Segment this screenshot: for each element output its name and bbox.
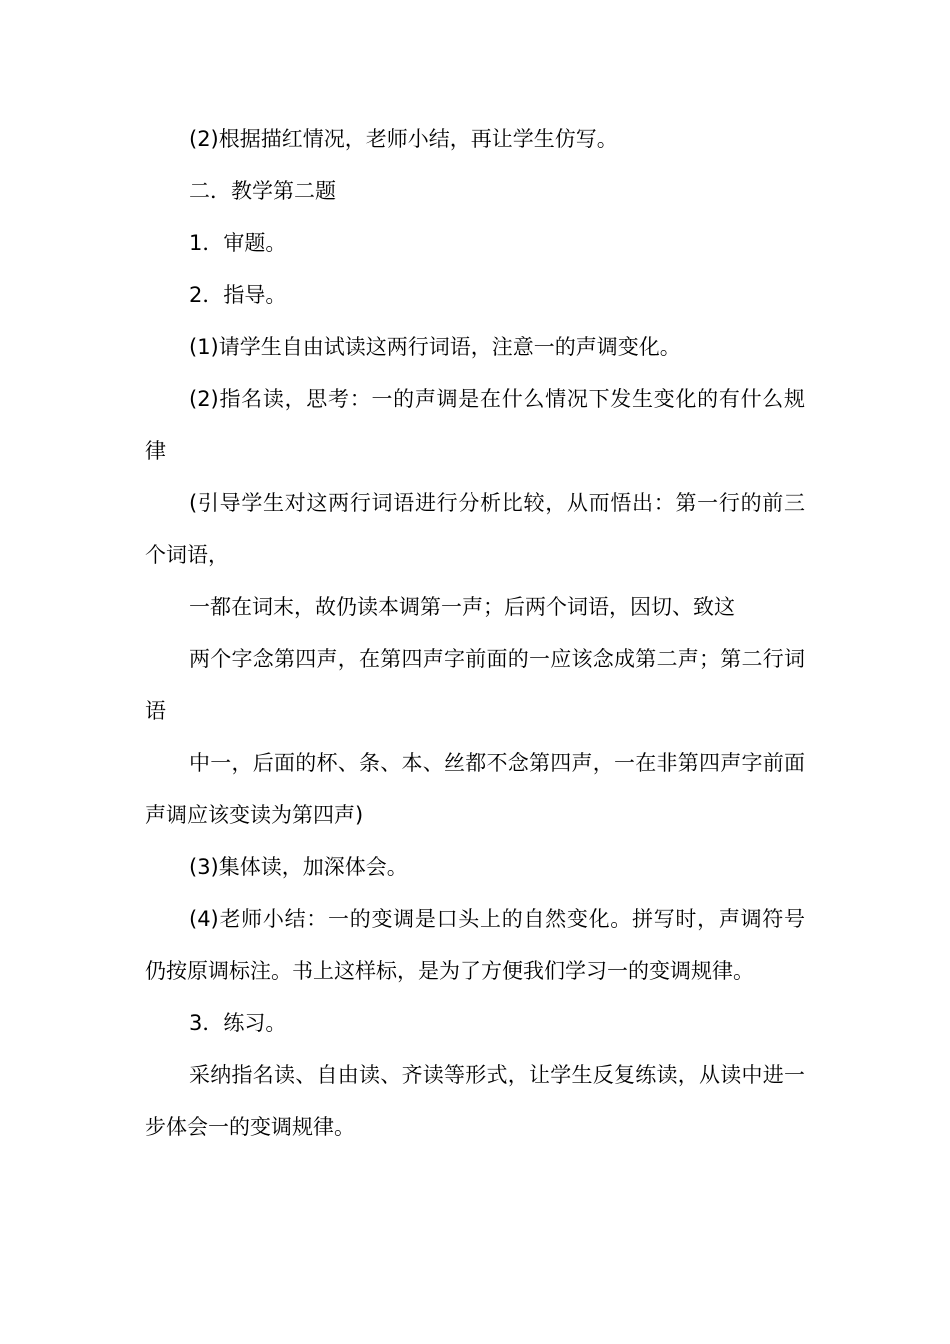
paragraph-14: 采纳指名读、自由读、齐读等形式，让学生反复练读，从读中进一步体会一的变调规律。 <box>145 1063 805 1139</box>
section-heading-2: 二．教学第二题 <box>189 179 336 203</box>
paragraph-7: (引导学生对这两行词语进行分析比较，从而悟出：第一行的前三个词语， <box>145 491 805 567</box>
paragraph-5: (1)请学生自由试读这两行词语，注意一的声调变化。 <box>189 335 681 359</box>
step-2-guide: 2．指导。 <box>189 283 287 307</box>
document-body <box>145 113 805 1153</box>
step-1-review: 1．审题。 <box>189 231 287 255</box>
paragraph-11: (3)集体读，加深体会。 <box>189 855 408 879</box>
paragraph-8: 一都在词末，故仍读本调第一声；后两个词语，因切、致这 <box>189 595 735 619</box>
paragraph-1: (2)根据描红情况，老师小结，再让学生仿写。 <box>189 127 618 151</box>
paragraph-6: (2)指名读，思考：一的声调是在什么情况下发生变化的有什么规律 <box>145 387 805 463</box>
paragraph-10: 中一，后面的杯、条、本、丝都不念第四声，一在非第四声字前面声调应该变读为第四声) <box>145 751 805 827</box>
paragraph-12: (4)老师小结：一的变调是口头上的自然变化。拼写时，声调符号仍按原调标注。书上这样标，是为了方便我们学习一的变调规律。 <box>145 907 805 983</box>
paragraph-9: 两个字念第四声，在第四声字前面的一应该念成第二声；第二行词语 <box>145 647 805 723</box>
step-3-practice: 3．练习。 <box>189 1011 287 1035</box>
